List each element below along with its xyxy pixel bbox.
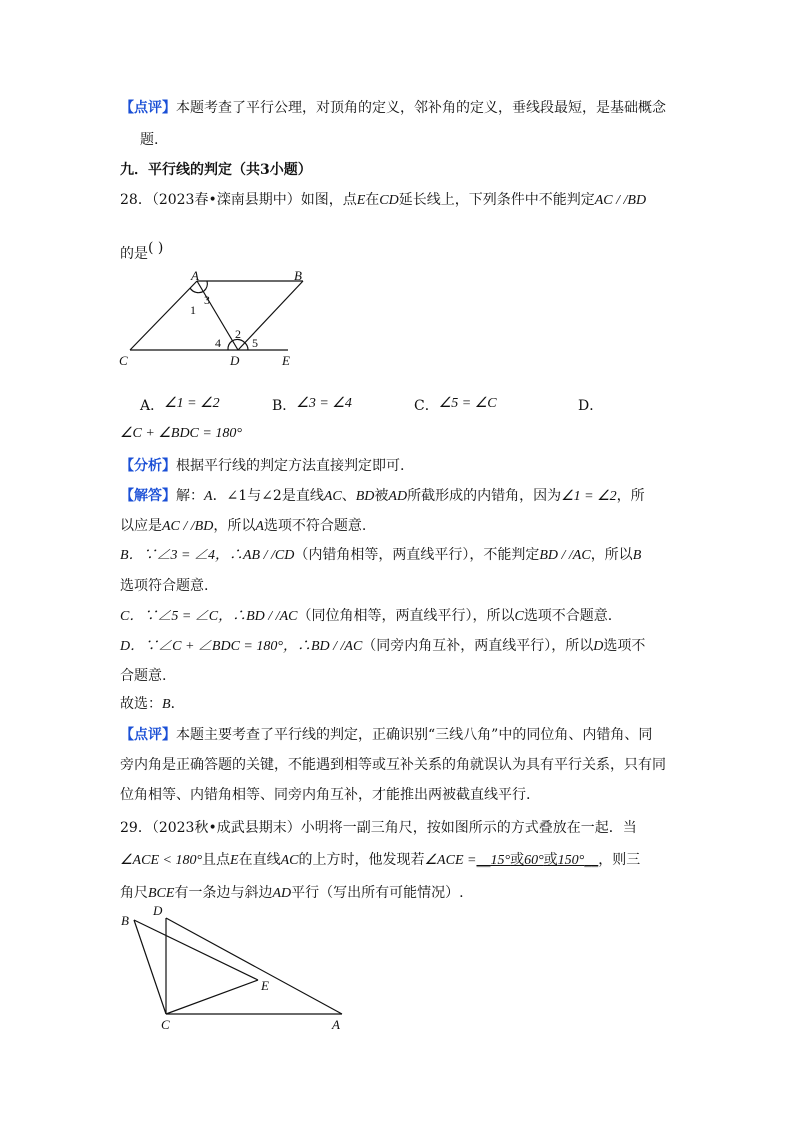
analysis-text: 根据平行线的判定方法直接判定即可. bbox=[176, 458, 405, 474]
solution-line7: 合题意. bbox=[120, 668, 167, 684]
stem-text: 在直线 bbox=[238, 852, 281, 868]
option-d-text: ∠C + ∠BDC = 180° bbox=[120, 426, 242, 441]
answer-value: 150° bbox=[557, 853, 585, 868]
label-E: E bbox=[282, 353, 290, 368]
line-AC bbox=[130, 281, 197, 350]
solution-line2 bbox=[120, 516, 366, 537]
comment-text-cont: 题. bbox=[140, 132, 159, 148]
math-expr: ．∵∠C + ∠BDC = 180°，∴BD / /AC bbox=[130, 639, 363, 654]
line-CE bbox=[166, 980, 258, 1014]
answer-value: 60° bbox=[524, 853, 544, 868]
prev-comment-line2 bbox=[140, 130, 158, 150]
math-var: AC bbox=[323, 489, 342, 504]
math-var: AD bbox=[272, 886, 292, 901]
blank-pre: __ bbox=[476, 852, 491, 868]
question-number: 29． bbox=[120, 820, 152, 836]
solution-line1 bbox=[120, 486, 645, 507]
solution-line5 bbox=[120, 606, 612, 627]
question-source: （2023春•滦南县期中） bbox=[151, 192, 301, 208]
choose-line bbox=[120, 694, 185, 715]
math-expr: ∠ACE = bbox=[424, 853, 477, 868]
math-expr: ．∵∠3 = ∠4，∴AB / /CD bbox=[128, 548, 295, 563]
answer-blank bbox=[476, 852, 598, 868]
math-var: C bbox=[514, 609, 524, 624]
math-var: BD bbox=[355, 489, 375, 504]
sol-text: （同位角相等，两直线平行），所以 bbox=[297, 608, 515, 624]
stem-text: 角尺 bbox=[120, 885, 148, 901]
comment-text: 本题考查了平行公理，对顶角的定义，邻补角的定义，垂线段最短，是基础概念 bbox=[176, 100, 666, 116]
label-D: D bbox=[153, 903, 163, 918]
answer-paren: ( ) bbox=[148, 240, 164, 256]
sol-text: ．∠1与∠2是直线 bbox=[212, 488, 324, 504]
option-b bbox=[272, 396, 352, 417]
answer-or: 或 bbox=[543, 852, 558, 868]
stem-text: 在 bbox=[365, 192, 380, 208]
comment-tag-28: 【点评】 bbox=[120, 727, 176, 743]
math-var: AC bbox=[280, 853, 299, 868]
math-expr: ∠ACE < 180° bbox=[120, 853, 203, 868]
math-var: A bbox=[204, 489, 213, 504]
math-expr: AC / /BD bbox=[594, 193, 647, 208]
sol-text: 以应是 bbox=[120, 518, 162, 534]
label-angle5: 5 bbox=[252, 336, 258, 350]
choose-end: ． bbox=[170, 696, 185, 712]
answer-value: 15° bbox=[490, 853, 511, 868]
label-C: C bbox=[161, 1017, 170, 1032]
solution-tag: 【解答】 bbox=[120, 488, 176, 504]
q28-figure bbox=[110, 270, 310, 370]
sol-text: （同旁内角互补，两直线平行），所以 bbox=[362, 638, 594, 654]
math-expr: AC / /BD bbox=[162, 519, 214, 534]
solution-line4: 选项符合题意. bbox=[120, 578, 209, 594]
math-var: A bbox=[255, 519, 264, 534]
sol-text: 选项不 bbox=[603, 638, 646, 654]
label-B: B bbox=[121, 913, 129, 928]
label-angle3: 3 bbox=[204, 293, 210, 307]
sol-text: ，所以 bbox=[213, 518, 256, 534]
option-c bbox=[414, 396, 497, 417]
sol-text: ，所以 bbox=[590, 547, 633, 563]
question-source: （2023秋•成武县期末） bbox=[151, 820, 301, 836]
choose-text: 故选： bbox=[120, 696, 162, 712]
section-title: 九．平行线的判定（共3小题） bbox=[120, 162, 312, 178]
q29-stem-line1 bbox=[120, 818, 637, 838]
angle-arc-D bbox=[228, 339, 248, 350]
line-BD bbox=[238, 281, 303, 350]
math-var: D bbox=[593, 639, 604, 654]
stem-text: ，则三 bbox=[598, 852, 641, 868]
math-var: BCE bbox=[148, 886, 175, 901]
stem-text: 的是 bbox=[120, 246, 148, 262]
math-expr: ∠1 = ∠2 bbox=[561, 489, 617, 504]
prev-comment-line1 bbox=[120, 98, 666, 118]
stem-text: 小明将一副三角尺，按如图所示的方式叠放在一起．当 bbox=[300, 820, 637, 836]
math-expr: BD / /AC bbox=[539, 548, 591, 563]
q29-stem-line2 bbox=[120, 850, 640, 871]
answer-or: 或 bbox=[510, 852, 525, 868]
label-C: C bbox=[119, 353, 128, 368]
sol-text: （内错角相等，两直线平行），不能判定 bbox=[294, 547, 540, 563]
q28-stem-line2 bbox=[120, 240, 164, 264]
q29-figure bbox=[110, 900, 360, 1035]
sol-text: 被 bbox=[374, 488, 389, 504]
sol-text: 所截形成的内错角，因为 bbox=[407, 488, 562, 504]
option-b-label: B． bbox=[272, 398, 297, 414]
comment-tag: 【点评】 bbox=[120, 100, 176, 116]
math-var: B bbox=[120, 548, 129, 563]
stem-text: 有一条边与斜边 bbox=[174, 885, 273, 901]
sol-text: 解： bbox=[176, 488, 204, 504]
math-var: CD bbox=[379, 193, 399, 208]
analysis-tag: 【分析】 bbox=[120, 458, 176, 474]
label-angle1: 1 bbox=[190, 303, 196, 317]
math-var: AD bbox=[388, 489, 408, 504]
math-expr: ．∵∠5 = ∠C，∴BD / /AC bbox=[129, 609, 298, 624]
comment-line2: 旁内角是正确答题的关键，不能遇到相等或互补关系的角就误认为具有平行关系，只有同 bbox=[120, 757, 666, 773]
label-A: A bbox=[332, 1017, 340, 1032]
sol-text: ，所 bbox=[616, 488, 645, 504]
q28-stem-line1 bbox=[120, 190, 646, 211]
blank-post: __ bbox=[584, 852, 599, 868]
label-A: A bbox=[191, 270, 199, 283]
sol-text: 、 bbox=[341, 488, 356, 504]
option-b-text: ∠3 = ∠4 bbox=[296, 396, 352, 411]
stem-text: 延长线上，下列条件中不能判定 bbox=[398, 192, 595, 208]
label-B: B bbox=[294, 270, 302, 283]
line-BC bbox=[134, 920, 166, 1014]
comment-line1 bbox=[120, 725, 652, 745]
label-angle2: 2 bbox=[235, 327, 241, 341]
math-var: E bbox=[230, 853, 239, 868]
stem-text: 平行（写出所有可能情况）. bbox=[291, 885, 464, 901]
math-var: D bbox=[120, 639, 131, 654]
analysis-line bbox=[120, 456, 404, 476]
stem-text: 且点 bbox=[202, 852, 231, 868]
line-BE bbox=[134, 920, 258, 980]
label-D: D bbox=[230, 353, 240, 368]
option-d-label: D． bbox=[578, 398, 604, 414]
comment-line3: 位角相等、内错角相等、同旁内角互补，才能推出两被截直线平行. bbox=[120, 787, 531, 803]
label-E: E bbox=[261, 978, 269, 993]
math-var: C bbox=[120, 609, 130, 624]
option-c-text: ∠5 = ∠C bbox=[438, 396, 497, 411]
label-angle4: 4 bbox=[215, 336, 221, 350]
line-DA bbox=[166, 918, 342, 1014]
sol-text: 选项不合题意. bbox=[523, 608, 613, 624]
sol-text: 选项不符合题意. bbox=[263, 518, 367, 534]
option-a-text: ∠1 = ∠2 bbox=[164, 396, 220, 411]
solution-line6 bbox=[120, 636, 645, 657]
angle-arc-A2 bbox=[204, 281, 207, 291]
math-var: E bbox=[356, 193, 366, 208]
choose-answer: B bbox=[162, 697, 171, 712]
option-d bbox=[578, 396, 603, 416]
solution-line3 bbox=[120, 545, 641, 566]
option-a-label: A． bbox=[140, 398, 165, 414]
option-a bbox=[140, 396, 220, 417]
stem-text: 如图，点 bbox=[300, 192, 357, 208]
stem-text: 的上方时，他发现若 bbox=[298, 852, 425, 868]
comment-text: 本题主要考查了平行线的判定，正确识别“三线八角”中的同位角、内错角、同 bbox=[176, 727, 653, 743]
question-number: 28． bbox=[120, 192, 152, 208]
math-var: B bbox=[632, 548, 642, 563]
option-c-label: C． bbox=[414, 398, 439, 414]
